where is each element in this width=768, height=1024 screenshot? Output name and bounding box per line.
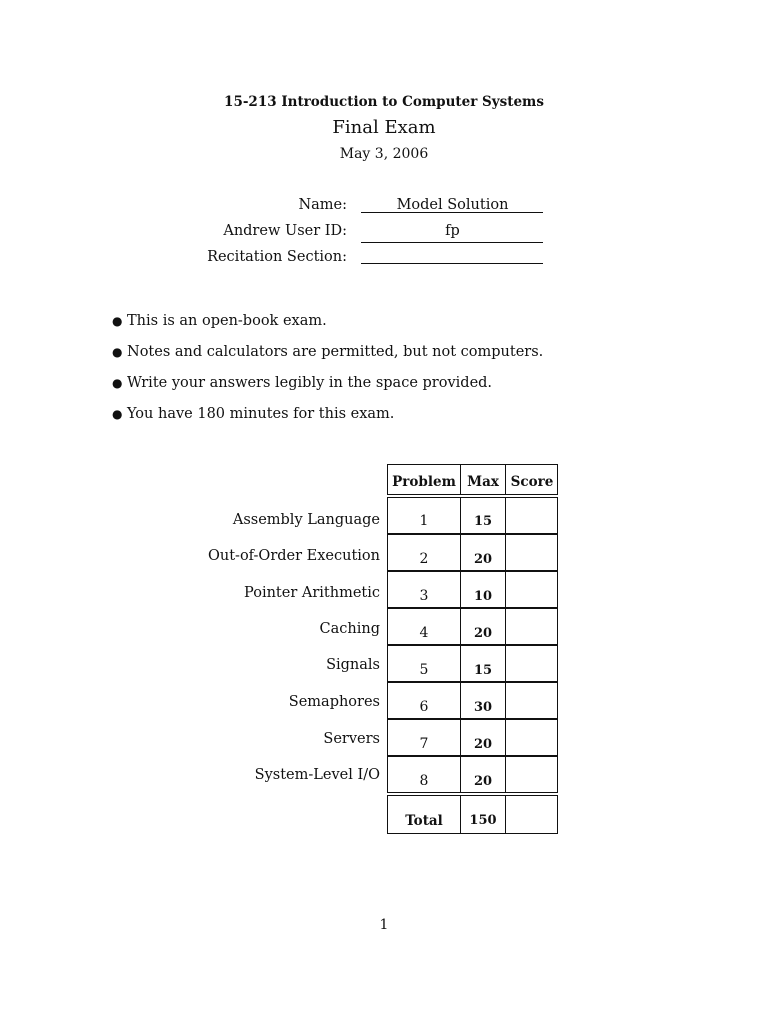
- column-divider: [505, 534, 506, 571]
- problem-max: 20: [473, 626, 493, 641]
- problem-max: 20: [473, 774, 493, 789]
- page-number: 1: [379, 917, 389, 933]
- problem-number: 1: [419, 513, 429, 529]
- problem-topic: Servers: [323, 731, 380, 747]
- exam-title: Final Exam: [332, 117, 436, 138]
- problem-max: 30: [473, 700, 493, 715]
- problem-topic: Out-of-Order Execution: [208, 548, 380, 564]
- list-item: ● Write your answers legibly in the space provided.: [112, 375, 493, 391]
- bullet-icon: ●: [112, 314, 123, 328]
- column-divider: [505, 719, 506, 756]
- list-item: ● Notes and calculators are permitted, but not computers.: [112, 344, 544, 360]
- header-score: Score: [510, 474, 554, 490]
- bullet-icon: ●: [112, 407, 123, 421]
- andrew-id-value: fp: [445, 223, 460, 239]
- problem-max: 15: [473, 514, 493, 529]
- problem-number: 2: [419, 551, 429, 567]
- recitation-underline: [361, 263, 543, 264]
- problem-topic: Assembly Language: [232, 512, 380, 528]
- instructions-list: [112, 311, 543, 435]
- problem-max: 20: [473, 737, 493, 752]
- exam-date: May 3, 2006: [339, 146, 429, 162]
- problem-topic: Pointer Arithmetic: [244, 585, 380, 601]
- name-value: Model Solution: [396, 197, 509, 213]
- total-max: 150: [469, 813, 497, 828]
- header-problem: Problem: [392, 474, 456, 490]
- name-label: Name:: [298, 197, 347, 213]
- list-item: ● This is an open-book exam.: [112, 313, 327, 329]
- header-max: Max: [467, 474, 499, 490]
- problem-topic: System-Level I/O: [254, 767, 380, 783]
- problem-max: 20: [473, 552, 493, 567]
- problem-number: 7: [419, 736, 429, 752]
- problem-number: 5: [419, 662, 429, 678]
- column-divider: [505, 795, 506, 834]
- column-divider: [505, 645, 506, 682]
- problem-number: 3: [419, 588, 429, 604]
- recitation-label: Recitation Section:: [207, 249, 347, 265]
- list-item: ● You have 180 minutes for this exam.: [112, 406, 395, 422]
- column-divider: [505, 682, 506, 719]
- name-underline: [361, 212, 543, 213]
- total-label: Total: [405, 813, 443, 829]
- problem-topic: Semaphores: [288, 694, 380, 710]
- column-divider: [505, 497, 506, 534]
- problem-number: 4: [419, 625, 429, 641]
- andrew-id-underline: [361, 242, 543, 243]
- column-divider: [505, 756, 506, 793]
- problem-max: 10: [473, 589, 493, 604]
- column-divider: [505, 571, 506, 608]
- problem-topic: Caching: [319, 621, 380, 637]
- problem-number: 6: [419, 699, 429, 715]
- andrew-id-label: Andrew User ID:: [223, 223, 347, 239]
- bullet-icon: ●: [112, 345, 123, 359]
- course-title: 15-213 Introduction to Computer Systems: [224, 94, 544, 110]
- problem-topic: Signals: [326, 657, 380, 673]
- bullet-icon: ●: [112, 376, 123, 390]
- problem-number: 8: [419, 773, 429, 789]
- column-divider: [505, 608, 506, 645]
- problem-max: 15: [473, 663, 493, 678]
